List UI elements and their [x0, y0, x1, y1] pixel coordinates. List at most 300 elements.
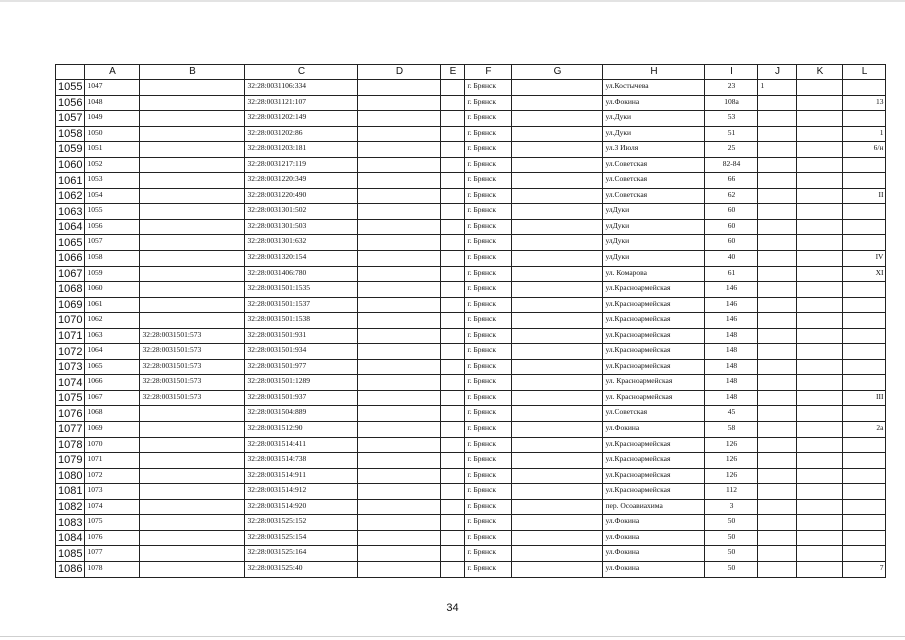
cell-d[interactable] [358, 173, 441, 189]
cell-g[interactable] [512, 157, 603, 173]
cell-l[interactable] [843, 297, 886, 313]
cell-c[interactable]: 32:28:0031525:40 [245, 561, 358, 577]
cell-f[interactable]: г. Брянск [465, 484, 512, 500]
cell-i[interactable]: 50 [705, 530, 758, 546]
cell-c[interactable]: 32:28:0031106:334 [245, 80, 358, 96]
cell-d[interactable] [358, 484, 441, 500]
cell-b[interactable]: 32:28:0031501:573 [140, 375, 245, 391]
cell-i[interactable]: 82-84 [705, 157, 758, 173]
row-number[interactable]: 1072 [56, 344, 85, 360]
cell-g[interactable] [512, 235, 603, 251]
cell-k[interactable] [797, 235, 843, 251]
cell-c[interactable]: 32:28:0031220:349 [245, 173, 358, 189]
cell-b[interactable] [140, 251, 245, 267]
cell-c[interactable]: 32:28:0031202:86 [245, 126, 358, 142]
cell-d[interactable] [358, 406, 441, 422]
cell-g[interactable] [512, 359, 603, 375]
cell-k[interactable] [797, 282, 843, 298]
cell-k[interactable] [797, 515, 843, 531]
cell-j[interactable] [758, 313, 797, 329]
cell-e[interactable] [441, 328, 465, 344]
cell-l[interactable] [843, 313, 886, 329]
cell-k[interactable] [797, 219, 843, 235]
cell-a[interactable]: 1068 [85, 406, 140, 422]
cell-e[interactable] [441, 282, 465, 298]
cell-g[interactable] [512, 422, 603, 438]
cell-f[interactable]: г. Брянск [465, 235, 512, 251]
cell-l[interactable] [843, 515, 886, 531]
cell-j[interactable] [758, 95, 797, 111]
cell-l[interactable] [843, 499, 886, 515]
cell-b[interactable] [140, 95, 245, 111]
cell-l[interactable] [843, 437, 886, 453]
cell-j[interactable] [758, 515, 797, 531]
cell-f[interactable]: г. Брянск [465, 406, 512, 422]
cell-h[interactable]: ул.Красноармейская [603, 344, 705, 360]
cell-i[interactable]: 51 [705, 126, 758, 142]
column-header-k[interactable]: K [797, 65, 843, 80]
cell-h[interactable]: ул.Фокина [603, 546, 705, 562]
cell-b[interactable] [140, 282, 245, 298]
cell-l[interactable] [843, 344, 886, 360]
cell-l[interactable] [843, 328, 886, 344]
cell-j[interactable] [758, 157, 797, 173]
cell-i[interactable]: 146 [705, 313, 758, 329]
cell-a[interactable]: 1055 [85, 204, 140, 220]
cell-h[interactable]: ул.Красноармейская [603, 313, 705, 329]
cell-l[interactable]: 6/н [843, 142, 886, 158]
cell-i[interactable]: 50 [705, 546, 758, 562]
row-number[interactable]: 1074 [56, 375, 85, 391]
cell-l[interactable]: 2а [843, 422, 886, 438]
cell-l[interactable] [843, 546, 886, 562]
cell-i[interactable]: 50 [705, 515, 758, 531]
cell-f[interactable]: г. Брянск [465, 328, 512, 344]
cell-a[interactable]: 1058 [85, 251, 140, 267]
cell-c[interactable]: 32:28:0031320:154 [245, 251, 358, 267]
cell-g[interactable] [512, 266, 603, 282]
cell-i[interactable]: 45 [705, 406, 758, 422]
cell-l[interactable] [843, 219, 886, 235]
cell-g[interactable] [512, 453, 603, 469]
cell-l[interactable] [843, 173, 886, 189]
cell-d[interactable] [358, 546, 441, 562]
row-number[interactable]: 1066 [56, 251, 85, 267]
cell-h[interactable]: улДуки [603, 204, 705, 220]
cell-f[interactable]: г. Брянск [465, 422, 512, 438]
cell-k[interactable] [797, 344, 843, 360]
cell-i[interactable]: 146 [705, 282, 758, 298]
cell-h[interactable]: ул. Комарова [603, 266, 705, 282]
cell-f[interactable]: г. Брянск [465, 437, 512, 453]
cell-l[interactable]: XI [843, 266, 886, 282]
cell-f[interactable]: г. Брянск [465, 266, 512, 282]
cell-e[interactable] [441, 188, 465, 204]
cell-a[interactable]: 1057 [85, 235, 140, 251]
cell-e[interactable] [441, 80, 465, 96]
row-number[interactable]: 1075 [56, 390, 85, 406]
cell-g[interactable] [512, 313, 603, 329]
cell-f[interactable]: г. Брянск [465, 561, 512, 577]
cell-j[interactable] [758, 499, 797, 515]
cell-c[interactable]: 32:28:0031220:490 [245, 188, 358, 204]
cell-g[interactable] [512, 188, 603, 204]
cell-c[interactable]: 32:28:0031525:154 [245, 530, 358, 546]
cell-d[interactable] [358, 157, 441, 173]
cell-j[interactable] [758, 344, 797, 360]
cell-f[interactable]: г. Брянск [465, 204, 512, 220]
cell-j[interactable] [758, 437, 797, 453]
row-number[interactable]: 1079 [56, 453, 85, 469]
cell-b[interactable] [140, 437, 245, 453]
cell-d[interactable] [358, 235, 441, 251]
cell-j[interactable] [758, 235, 797, 251]
cell-k[interactable] [797, 204, 843, 220]
cell-f[interactable]: г. Брянск [465, 111, 512, 127]
cell-c[interactable]: 32:28:0031514:920 [245, 499, 358, 515]
cell-c[interactable]: 32:28:0031501:931 [245, 328, 358, 344]
cell-l[interactable] [843, 282, 886, 298]
cell-h[interactable]: ул.Дуки [603, 111, 705, 127]
cell-a[interactable]: 1066 [85, 375, 140, 391]
cell-e[interactable] [441, 251, 465, 267]
cell-l[interactable]: II [843, 188, 886, 204]
cell-k[interactable] [797, 406, 843, 422]
cell-h[interactable]: ул.Фокина [603, 530, 705, 546]
cell-d[interactable] [358, 111, 441, 127]
cell-c[interactable]: 32:28:0031514:912 [245, 484, 358, 500]
cell-l[interactable] [843, 468, 886, 484]
cell-f[interactable]: г. Брянск [465, 344, 512, 360]
cell-l[interactable] [843, 375, 886, 391]
cell-b[interactable] [140, 157, 245, 173]
cell-g[interactable] [512, 406, 603, 422]
row-number[interactable]: 1058 [56, 126, 85, 142]
cell-g[interactable] [512, 530, 603, 546]
cell-b[interactable] [140, 499, 245, 515]
cell-d[interactable] [358, 499, 441, 515]
cell-l[interactable] [843, 453, 886, 469]
cell-j[interactable] [758, 468, 797, 484]
cell-k[interactable] [797, 173, 843, 189]
cell-f[interactable]: г. Брянск [465, 515, 512, 531]
cell-i[interactable]: 62 [705, 188, 758, 204]
cell-i[interactable]: 60 [705, 219, 758, 235]
cell-f[interactable]: г. Брянск [465, 142, 512, 158]
cell-b[interactable] [140, 561, 245, 577]
cell-i[interactable]: 126 [705, 453, 758, 469]
cell-b[interactable]: 32:28:0031501:573 [140, 328, 245, 344]
cell-l[interactable]: 7 [843, 561, 886, 577]
cell-f[interactable]: г. Брянск [465, 80, 512, 96]
cell-e[interactable] [441, 344, 465, 360]
cell-i[interactable]: 25 [705, 142, 758, 158]
cell-e[interactable] [441, 204, 465, 220]
cell-e[interactable] [441, 95, 465, 111]
cell-c[interactable]: 32:28:0031501:1535 [245, 282, 358, 298]
cell-k[interactable] [797, 561, 843, 577]
cell-j[interactable] [758, 251, 797, 267]
cell-c[interactable]: 32:28:0031202:149 [245, 111, 358, 127]
row-number[interactable]: 1085 [56, 546, 85, 562]
cell-h[interactable]: ул.Красноармейская [603, 282, 705, 298]
cell-a[interactable]: 1070 [85, 437, 140, 453]
cell-j[interactable] [758, 204, 797, 220]
cell-e[interactable] [441, 453, 465, 469]
cell-k[interactable] [797, 328, 843, 344]
cell-g[interactable] [512, 173, 603, 189]
row-number[interactable]: 1067 [56, 266, 85, 282]
cell-k[interactable] [797, 530, 843, 546]
cell-h[interactable]: ул.Советская [603, 157, 705, 173]
cell-e[interactable] [441, 313, 465, 329]
cell-d[interactable] [358, 530, 441, 546]
cell-e[interactable] [441, 266, 465, 282]
cell-c[interactable]: 32:28:0031514:738 [245, 453, 358, 469]
row-number[interactable]: 1063 [56, 204, 85, 220]
cell-i[interactable]: 148 [705, 375, 758, 391]
cell-h[interactable]: улДуки [603, 251, 705, 267]
cell-g[interactable] [512, 219, 603, 235]
cell-c[interactable]: 32:28:0031406:780 [245, 266, 358, 282]
cell-f[interactable]: г. Брянск [465, 453, 512, 469]
cell-e[interactable] [441, 219, 465, 235]
cell-c[interactable]: 32:28:0031501:1537 [245, 297, 358, 313]
cell-f[interactable]: г. Брянск [465, 468, 512, 484]
column-header-i[interactable]: I [705, 65, 758, 80]
cell-f[interactable]: г. Брянск [465, 530, 512, 546]
cell-l[interactable]: 13 [843, 95, 886, 111]
cell-j[interactable] [758, 375, 797, 391]
cell-a[interactable]: 1075 [85, 515, 140, 531]
cell-h[interactable]: ул. Красноармейская [603, 375, 705, 391]
cell-j[interactable] [758, 111, 797, 127]
cell-c[interactable]: 32:28:0031301:502 [245, 204, 358, 220]
cell-j[interactable] [758, 546, 797, 562]
cell-g[interactable] [512, 126, 603, 142]
cell-j[interactable] [758, 126, 797, 142]
row-number[interactable]: 1081 [56, 484, 85, 500]
cell-e[interactable] [441, 561, 465, 577]
cell-a[interactable]: 1076 [85, 530, 140, 546]
cell-f[interactable]: г. Брянск [465, 499, 512, 515]
cell-b[interactable] [140, 484, 245, 500]
column-header-a[interactable]: A [85, 65, 140, 80]
row-number[interactable]: 1064 [56, 219, 85, 235]
cell-b[interactable] [140, 313, 245, 329]
cell-d[interactable] [358, 266, 441, 282]
cell-f[interactable]: г. Брянск [465, 95, 512, 111]
cell-d[interactable] [358, 142, 441, 158]
cell-a[interactable]: 1054 [85, 188, 140, 204]
cell-a[interactable]: 1072 [85, 468, 140, 484]
cell-g[interactable] [512, 297, 603, 313]
cell-f[interactable]: г. Брянск [465, 157, 512, 173]
cell-f[interactable]: г. Брянск [465, 282, 512, 298]
cell-h[interactable]: улДуки [603, 235, 705, 251]
cell-g[interactable] [512, 251, 603, 267]
cell-h[interactable]: ул.Фокина [603, 422, 705, 438]
cell-a[interactable]: 1051 [85, 142, 140, 158]
row-number[interactable]: 1082 [56, 499, 85, 515]
cell-d[interactable] [358, 453, 441, 469]
column-header-d[interactable]: D [358, 65, 441, 80]
cell-j[interactable] [758, 266, 797, 282]
cell-a[interactable]: 1064 [85, 344, 140, 360]
cell-g[interactable] [512, 390, 603, 406]
cell-e[interactable] [441, 126, 465, 142]
cell-j[interactable] [758, 219, 797, 235]
cell-d[interactable] [358, 219, 441, 235]
cell-e[interactable] [441, 422, 465, 438]
cell-i[interactable]: 108а [705, 95, 758, 111]
cell-a[interactable]: 1048 [85, 95, 140, 111]
cell-e[interactable] [441, 484, 465, 500]
cell-b[interactable] [140, 515, 245, 531]
cell-d[interactable] [358, 468, 441, 484]
cell-j[interactable] [758, 530, 797, 546]
cell-i[interactable]: 146 [705, 297, 758, 313]
cell-d[interactable] [358, 437, 441, 453]
row-number[interactable]: 1080 [56, 468, 85, 484]
cell-h[interactable]: ул.Фокина [603, 561, 705, 577]
cell-g[interactable] [512, 375, 603, 391]
row-number[interactable]: 1060 [56, 157, 85, 173]
cell-e[interactable] [441, 359, 465, 375]
cell-l[interactable] [843, 530, 886, 546]
cell-h[interactable]: ул.Красноармейская [603, 359, 705, 375]
cell-g[interactable] [512, 142, 603, 158]
cell-b[interactable] [140, 468, 245, 484]
cell-d[interactable] [358, 126, 441, 142]
cell-j[interactable] [758, 188, 797, 204]
cell-i[interactable]: 40 [705, 251, 758, 267]
cell-g[interactable] [512, 546, 603, 562]
cell-b[interactable] [140, 219, 245, 235]
cell-a[interactable]: 1047 [85, 80, 140, 96]
cell-k[interactable] [797, 359, 843, 375]
cell-a[interactable]: 1052 [85, 157, 140, 173]
row-number[interactable]: 1084 [56, 530, 85, 546]
cell-h[interactable]: ул.Советская [603, 406, 705, 422]
cell-e[interactable] [441, 375, 465, 391]
cell-e[interactable] [441, 515, 465, 531]
cell-a[interactable]: 1069 [85, 422, 140, 438]
cell-c[interactable]: 32:28:0031301:503 [245, 219, 358, 235]
cell-e[interactable] [441, 499, 465, 515]
cell-a[interactable]: 1059 [85, 266, 140, 282]
cell-k[interactable] [797, 313, 843, 329]
cell-a[interactable]: 1053 [85, 173, 140, 189]
cell-l[interactable] [843, 204, 886, 220]
cell-j[interactable] [758, 406, 797, 422]
cell-k[interactable] [797, 437, 843, 453]
cell-d[interactable] [358, 561, 441, 577]
cell-d[interactable] [358, 95, 441, 111]
cell-j[interactable] [758, 359, 797, 375]
cell-h[interactable]: пер. Осоавиахима [603, 499, 705, 515]
cell-i[interactable]: 126 [705, 437, 758, 453]
column-header-b[interactable]: B [140, 65, 245, 80]
cell-k[interactable] [797, 375, 843, 391]
cell-k[interactable] [797, 188, 843, 204]
cell-g[interactable] [512, 515, 603, 531]
cell-k[interactable] [797, 546, 843, 562]
cell-g[interactable] [512, 344, 603, 360]
cell-b[interactable] [140, 235, 245, 251]
row-number[interactable]: 1086 [56, 561, 85, 577]
cell-j[interactable] [758, 173, 797, 189]
cell-i[interactable]: 3 [705, 499, 758, 515]
cell-h[interactable]: ул.Советская [603, 188, 705, 204]
cell-k[interactable] [797, 468, 843, 484]
cell-h[interactable]: ул.Красноармейская [603, 484, 705, 500]
cell-b[interactable] [140, 453, 245, 469]
row-number[interactable]: 1083 [56, 515, 85, 531]
cell-e[interactable] [441, 173, 465, 189]
cell-e[interactable] [441, 546, 465, 562]
column-header-c[interactable]: C [245, 65, 358, 80]
cell-b[interactable] [140, 546, 245, 562]
cell-c[interactable]: 32:28:0031501:934 [245, 344, 358, 360]
cell-b[interactable] [140, 266, 245, 282]
cell-a[interactable]: 1071 [85, 453, 140, 469]
cell-c[interactable]: 32:28:0031525:152 [245, 515, 358, 531]
cell-c[interactable]: 32:28:0031501:977 [245, 359, 358, 375]
cell-i[interactable]: 66 [705, 173, 758, 189]
cell-k[interactable] [797, 157, 843, 173]
cell-b[interactable] [140, 422, 245, 438]
cell-j[interactable] [758, 484, 797, 500]
cell-d[interactable] [358, 80, 441, 96]
cell-e[interactable] [441, 468, 465, 484]
cell-e[interactable] [441, 111, 465, 127]
cell-f[interactable]: г. Брянск [465, 359, 512, 375]
cell-l[interactable]: 1 [843, 126, 886, 142]
cell-i[interactable]: 60 [705, 235, 758, 251]
cell-c[interactable]: 32:28:0031121:107 [245, 95, 358, 111]
cell-c[interactable]: 32:28:0031217:119 [245, 157, 358, 173]
cell-a[interactable]: 1063 [85, 328, 140, 344]
cell-k[interactable] [797, 390, 843, 406]
row-number[interactable]: 1065 [56, 235, 85, 251]
cell-h[interactable]: ул.Красноармейская [603, 437, 705, 453]
cell-h[interactable]: ул.Фокина [603, 95, 705, 111]
cell-g[interactable] [512, 95, 603, 111]
cell-c[interactable]: 32:28:0031512:90 [245, 422, 358, 438]
row-number[interactable]: 1061 [56, 173, 85, 189]
cell-h[interactable]: ул.Фокина [603, 515, 705, 531]
row-number[interactable]: 1069 [56, 297, 85, 313]
column-header-h[interactable]: H [603, 65, 705, 80]
cell-d[interactable] [358, 297, 441, 313]
cell-f[interactable]: г. Брянск [465, 126, 512, 142]
row-number[interactable]: 1057 [56, 111, 85, 127]
cell-b[interactable] [140, 530, 245, 546]
cell-e[interactable] [441, 235, 465, 251]
cell-k[interactable] [797, 266, 843, 282]
cell-k[interactable] [797, 142, 843, 158]
cell-e[interactable] [441, 437, 465, 453]
cell-a[interactable]: 1062 [85, 313, 140, 329]
cell-a[interactable]: 1065 [85, 359, 140, 375]
cell-h[interactable]: ул. Красноармейская [603, 390, 705, 406]
cell-l[interactable] [843, 359, 886, 375]
cell-l[interactable] [843, 157, 886, 173]
cell-f[interactable]: г. Брянск [465, 546, 512, 562]
cell-a[interactable]: 1061 [85, 297, 140, 313]
cell-e[interactable] [441, 530, 465, 546]
